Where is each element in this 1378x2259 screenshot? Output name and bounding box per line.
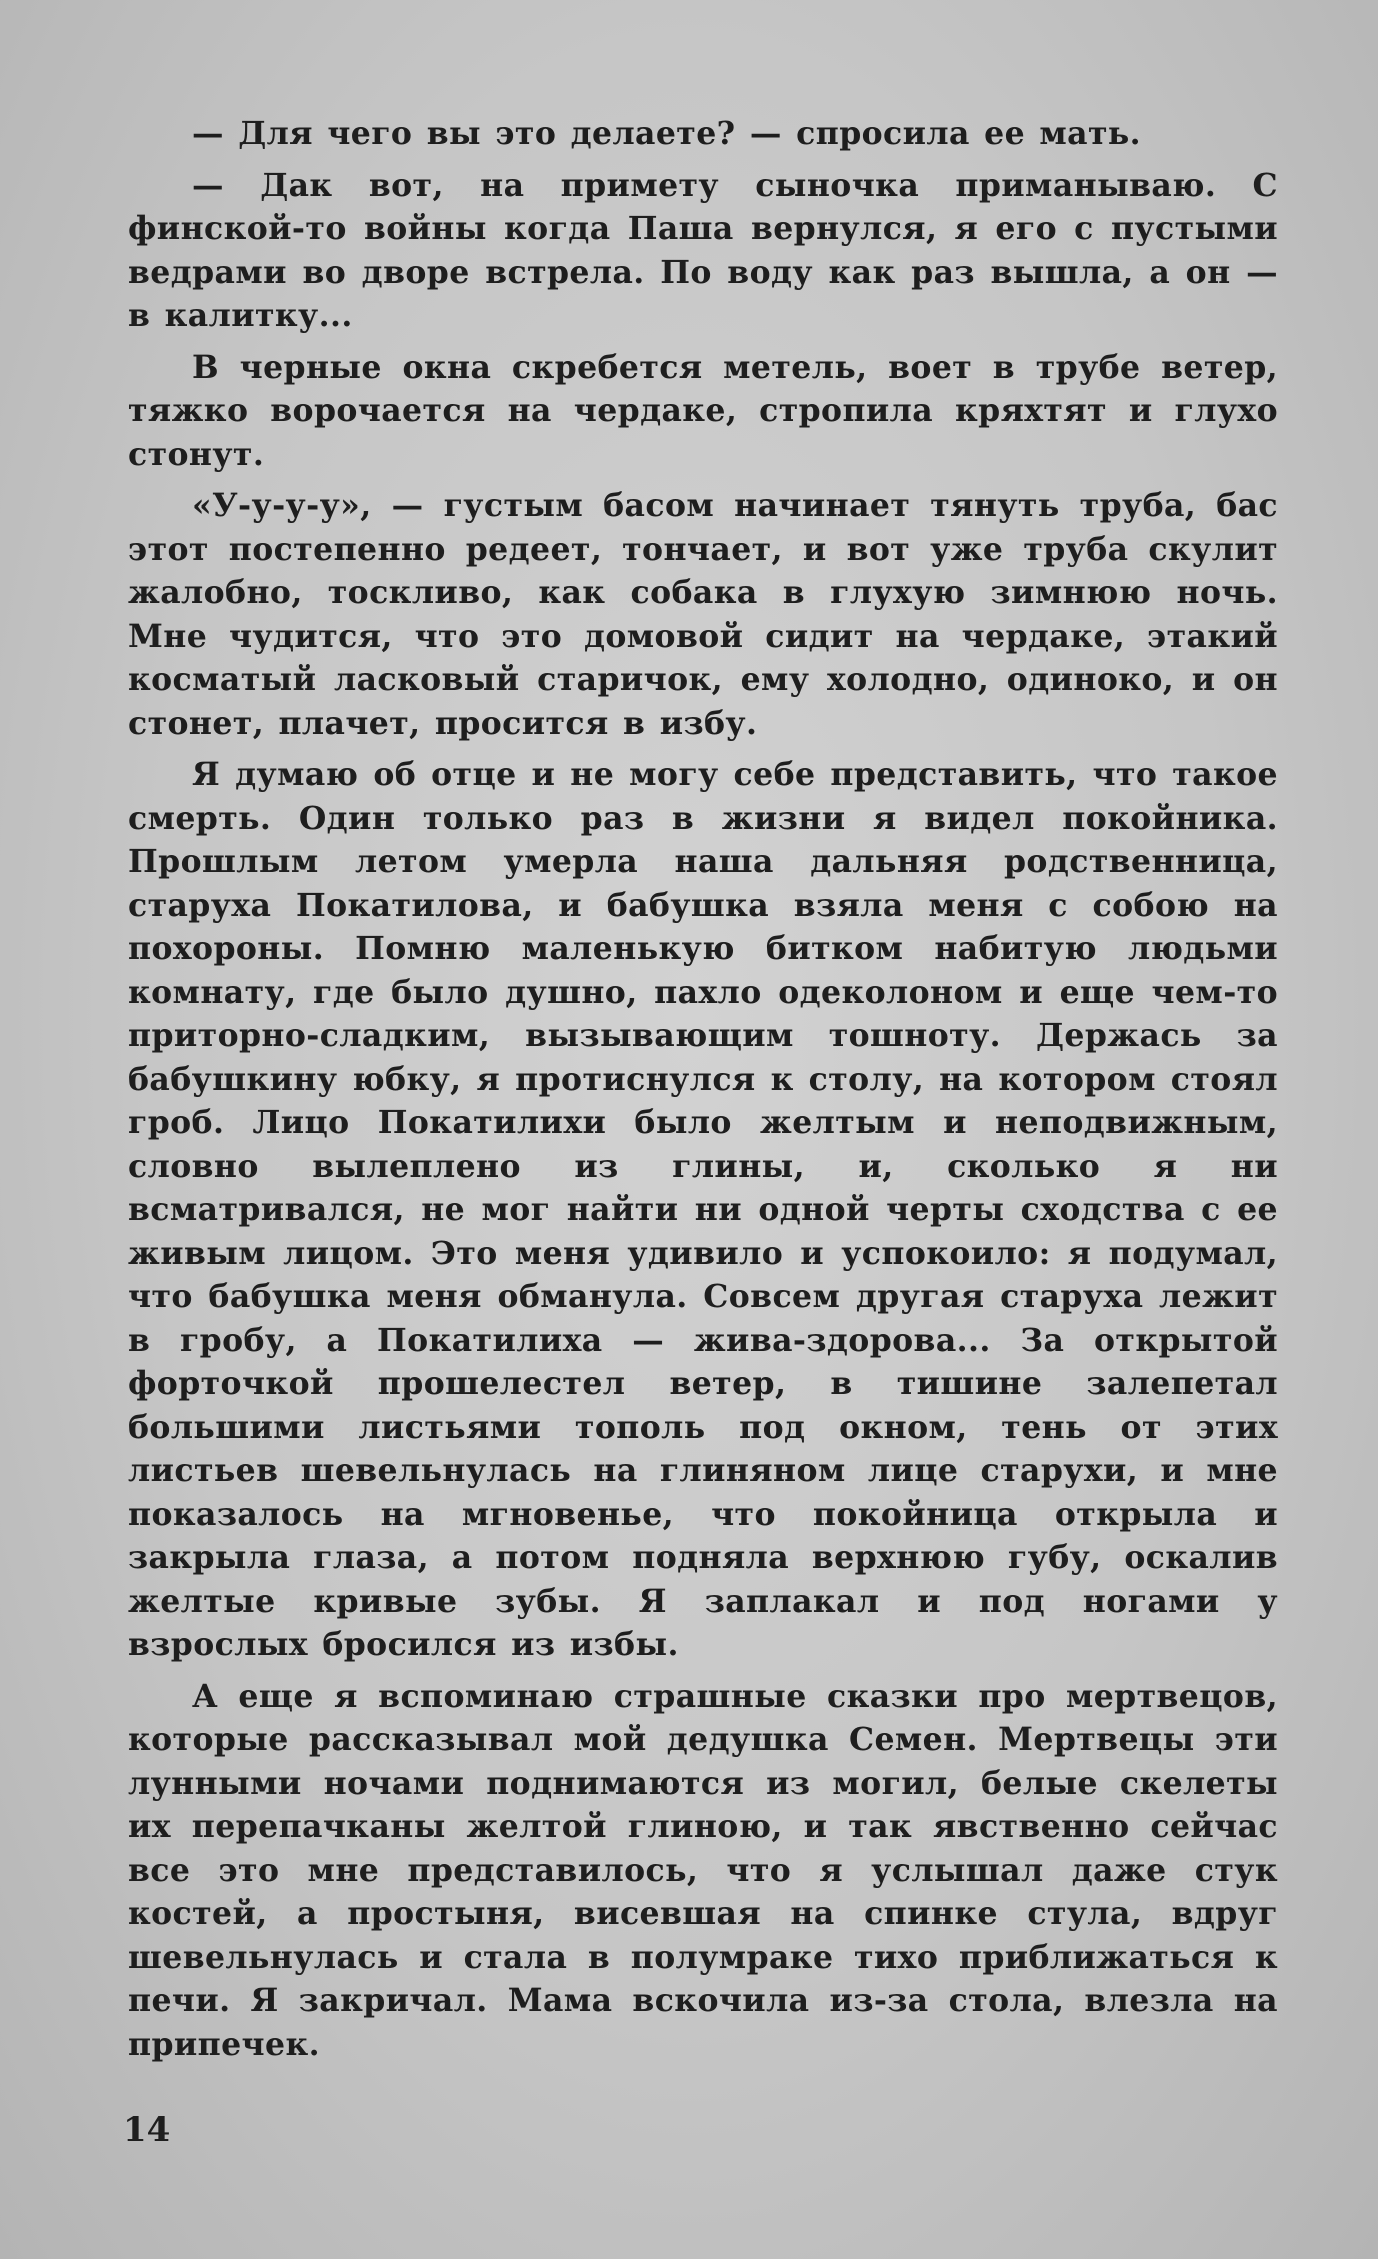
paragraph-2: — Дак вот, на примету сыночка приманываю. С финской-то войны когда Паша вернулся, я его с пустыми ведрами во дворе встрела. По воду как раз вышла, а он — в калитку...: [128, 166, 1278, 334]
paragraph-5: Я думаю об отце и не могу себе представить, что такое смерть. Один только раз в жизни я видел покойника. Прошлым летом умерла наша дальняя родственница, старуха Покатилова, и бабушка взяла меня с собою на похороны. Помню маленькую битком набитую людьми комнату, где было душно, пахло одеколоном и еще чем-то приторно-сладким, вызывающим тошноту. Держась за бабушкину юбку, я протиснулся к столу, на котором стоял гроб. Лицо Покатилихи было желтым и неподвижным, словно вылеплено из глины, и, сколько я ни всматривался, не мог найти ни одной черты сходства с ее живым лицом. Это меня удивило и успокоило: я подумал, что бабушка меня обманула. Совсем другая старуха лежит в гробу, а Покатилиха — жива-здорова... За открытой форточкой прошелестел ветер, в тишине залепетал большими листьями тополь под окном, тень от этих листьев шевельнулась на глиняном лице старухи, и мне показалось на мгновенье, что покойница открыла и закрыла глаза, а потом подняла верхнюю губу, оскалив желтые кривые зубы. Я заплакал и под ногами у взрослых бросился из избы.: [128, 756, 1278, 1663]
page-number: 14: [123, 2110, 171, 2150]
text-block: [128, 112, 1278, 2074]
paragraph-1: — Для чего вы это делаете? — спросила ее мать.: [192, 115, 1142, 152]
paragraph-6: А еще я вспоминаю страшные сказки про мертвецов, которые рассказывал мой дедушка Семен. Мертвецы эти лунными ночами поднимаются из могил, белые скелеты их перепачканы желтой глиною, и так явственно сейчас все это мне представилось, что я услышал даже стук костей, а простыня, висевшая на спинке стула, вдруг шевельнулась и стала в полумраке тихо приближаться к печи. Я закричал. Мама вскочила из-за стола, влезла на припечек.: [128, 1677, 1278, 2063]
paragraph-4: «У-у-у-у», — густым басом начинает тянуть труба, бас этот постепенно редеет, тончает, и вот уже труба скулит жалобно, тоскливо, как собака в глухую зимнюю ночь. Мне чудится, что это домовой сидит на чердаке, этакий косматый ласковый старичок, ему холодно, одиноко, и он стонет, плачет, просится в избу.: [128, 487, 1278, 742]
paragraph-3: В черные окна скребется метель, воет в трубе ветер, тяжко ворочается на чердаке, стропила кряхтят и глухо стонут.: [128, 348, 1278, 473]
